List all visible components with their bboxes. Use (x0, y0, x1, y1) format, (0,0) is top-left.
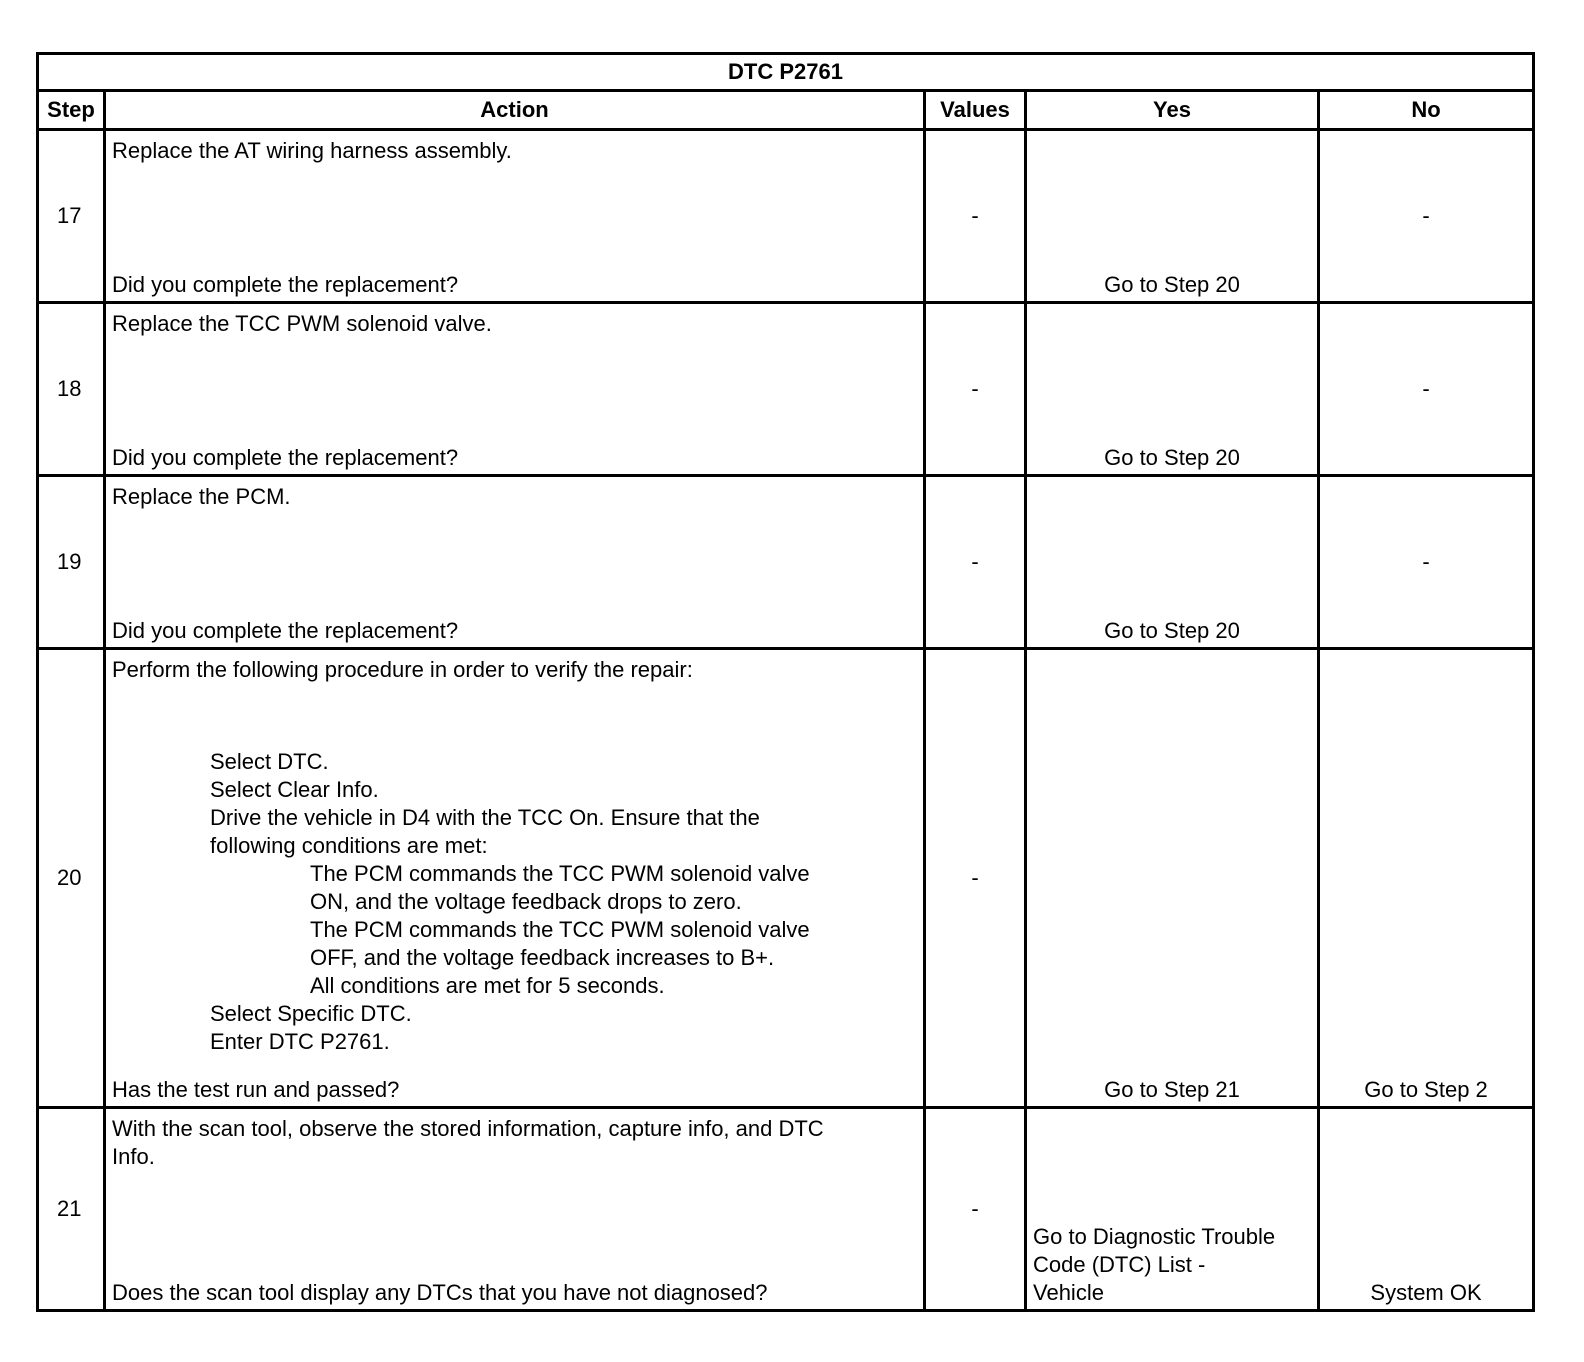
procedure-item: Select DTC. (210, 749, 329, 774)
table-row-step-18 (38, 303, 1534, 476)
no-cell: - (1319, 303, 1534, 476)
yes-link-line: Vehicle (1033, 1280, 1104, 1305)
procedure-subitem: All conditions are met for 5 seconds. (310, 973, 665, 998)
values-cell: - (925, 649, 1026, 1108)
yes-cell (1026, 303, 1319, 476)
header-step: Step (38, 91, 105, 130)
header-action: Action (105, 91, 925, 130)
action-question: Did you complete the replacement? (112, 272, 459, 297)
action-cell (105, 476, 925, 649)
procedure-item-continued: following conditions are met: (210, 833, 488, 858)
yes-link (1033, 1223, 1313, 1307)
yes-link: Go to Step 20 (1104, 272, 1240, 297)
action-instruction: Replace the AT wiring harness assembly. (112, 138, 512, 163)
step-number: 20 (38, 649, 105, 1108)
step-number: 18 (38, 303, 105, 476)
yes-link-line: Go to Diagnostic Trouble (1033, 1224, 1276, 1249)
action-question: Has the test run and passed? (112, 1077, 400, 1102)
procedure-subitem: The PCM commands the TCC PWM solenoid valve (310, 917, 810, 942)
yes-cell (1026, 1108, 1319, 1311)
procedure-subitem-continued: OFF, and the voltage feedback increases to B+. (310, 945, 775, 970)
action-cell (105, 130, 925, 303)
action-cell (105, 303, 925, 476)
dtc-page (36, 52, 1532, 1312)
procedure-item: Drive the vehicle in D4 with the TCC On. Ensure that the (210, 805, 760, 830)
action-cell (105, 1108, 925, 1311)
no-result: System OK (1370, 1280, 1482, 1305)
table-row-step-20 (38, 649, 1534, 1108)
no-cell (1319, 1108, 1534, 1311)
action-question: Did you complete the replacement? (112, 618, 459, 643)
title-row (38, 54, 1534, 91)
action-instruction-line: With the scan tool, observe the stored information, capture info, and DTC (112, 1116, 824, 1141)
no-link: Go to Step 2 (1364, 1077, 1488, 1102)
action-instruction: Perform the following procedure in order to verify the repair: (112, 657, 693, 682)
procedure-subitem-continued: ON, and the voltage feedback drops to zero. (310, 889, 742, 914)
procedure-item: Select Specific DTC. (210, 1001, 412, 1026)
yes-cell (1026, 649, 1319, 1108)
action-instruction (112, 1115, 915, 1171)
step-number: 21 (38, 1108, 105, 1311)
action-instruction: Replace the TCC PWM solenoid valve. (112, 311, 492, 336)
table-row-step-17 (38, 130, 1534, 303)
procedure-subitem: The PCM commands the TCC PWM solenoid valve (310, 861, 810, 886)
action-cell (105, 649, 925, 1108)
procedure-item: Enter DTC P2761. (210, 1029, 390, 1054)
no-cell: - (1319, 476, 1534, 649)
action-instruction: Replace the PCM. (112, 484, 291, 509)
no-cell (1319, 649, 1534, 1108)
action-question: Does the scan tool display any DTCs that you have not diagnosed? (112, 1280, 768, 1305)
values-cell: - (925, 476, 1026, 649)
header-yes: Yes (1026, 91, 1319, 130)
values-cell: - (925, 303, 1026, 476)
header-no: No (1319, 91, 1534, 130)
step-number: 19 (38, 476, 105, 649)
yes-link: Go to Step 21 (1104, 1077, 1240, 1102)
procedure-list (210, 748, 910, 1056)
yes-link-line: Code (DTC) List - (1033, 1252, 1206, 1277)
yes-cell (1026, 130, 1319, 303)
action-question: Did you complete the replacement? (112, 445, 459, 470)
no-cell: - (1319, 130, 1534, 303)
dtc-table (36, 52, 1535, 1312)
table-row-step-19 (38, 476, 1534, 649)
table-title: DTC P2761 (38, 54, 1534, 91)
procedure-item: Select Clear Info. (210, 777, 379, 802)
yes-link: Go to Step 20 (1104, 445, 1240, 470)
action-instruction-line: Info. (112, 1144, 155, 1169)
step-number: 17 (38, 130, 105, 303)
header-values: Values (925, 91, 1026, 130)
values-cell: - (925, 130, 1026, 303)
yes-cell (1026, 476, 1319, 649)
values-cell: - (925, 1108, 1026, 1311)
yes-link: Go to Step 20 (1104, 618, 1240, 643)
table-row-step-21 (38, 1108, 1534, 1311)
header-row (38, 91, 1534, 130)
